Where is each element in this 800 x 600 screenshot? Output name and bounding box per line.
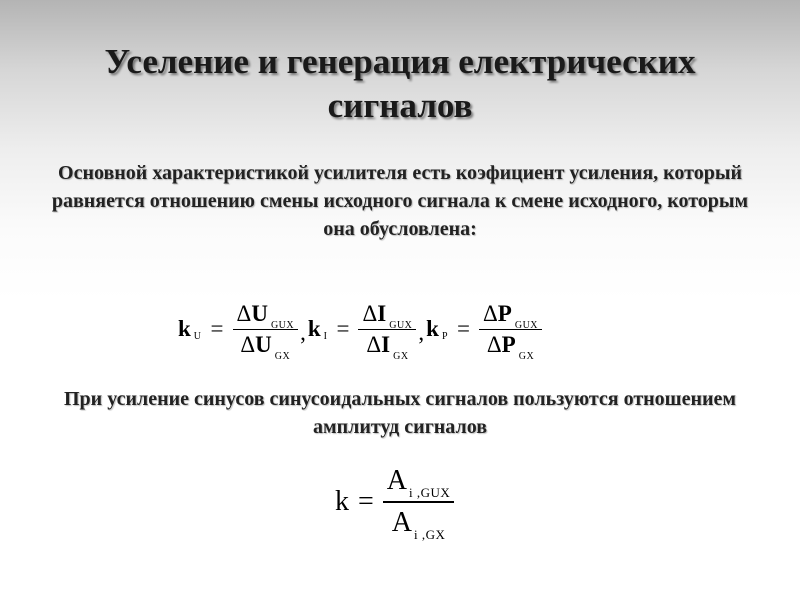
k-subscript-p: P — [441, 330, 449, 342]
numerator-i: ΔI $_{GUX}$ — [358, 301, 416, 330]
slide-title: Уселение и генерация електрических сигналов — [104, 42, 696, 125]
k-symbol-i: k — [307, 316, 321, 341]
amplitude-fraction — [383, 465, 455, 542]
equals-sign-u: = — [210, 316, 224, 341]
fraction-u — [233, 300, 299, 362]
sinusoidal-paragraph: При усиление синусов синусоидальных сигналов пользуются отношением амплитуд сигналов — [64, 388, 736, 438]
comma-2: , — [418, 320, 425, 345]
equals-sign-p: = — [457, 316, 470, 341]
numerator-u: ΔU $_{GUX}$ — [233, 301, 299, 330]
denominator-i: ΔI $_{GX}$ — [366, 331, 409, 362]
amplitude-numerator: A $_{i ,GUX}$ — [383, 465, 455, 503]
denominator-p: ΔP $_{GX}$ — [486, 331, 535, 362]
amplitude-gain-formula — [335, 460, 454, 544]
equals-sign-i: = — [336, 316, 350, 341]
comma-1: , — [300, 320, 306, 345]
k-symbol-p: k — [426, 316, 439, 341]
k-subscript-u: U — [193, 330, 202, 342]
amplitude-denominator: A $_{i ,GX}$ — [391, 507, 446, 542]
k-symbol-u: k — [178, 316, 191, 341]
fraction-p — [479, 300, 542, 362]
k-symbol: k — [335, 486, 349, 517]
definition-paragraph: Основной характеристикой усилителя есть коэфициент усиления, который равняется отношению смены исходного сигнала к смене исходного, которым она обусловлена: — [51, 162, 749, 240]
gain-formulas — [178, 293, 542, 365]
k-subscript-i: I — [323, 330, 328, 342]
numerator-p: ΔP $_{GUX}$ — [479, 301, 542, 330]
denominator-u: ΔU $_{GX}$ — [240, 331, 291, 362]
equals-sign: = — [358, 486, 374, 517]
fraction-i — [358, 300, 416, 362]
